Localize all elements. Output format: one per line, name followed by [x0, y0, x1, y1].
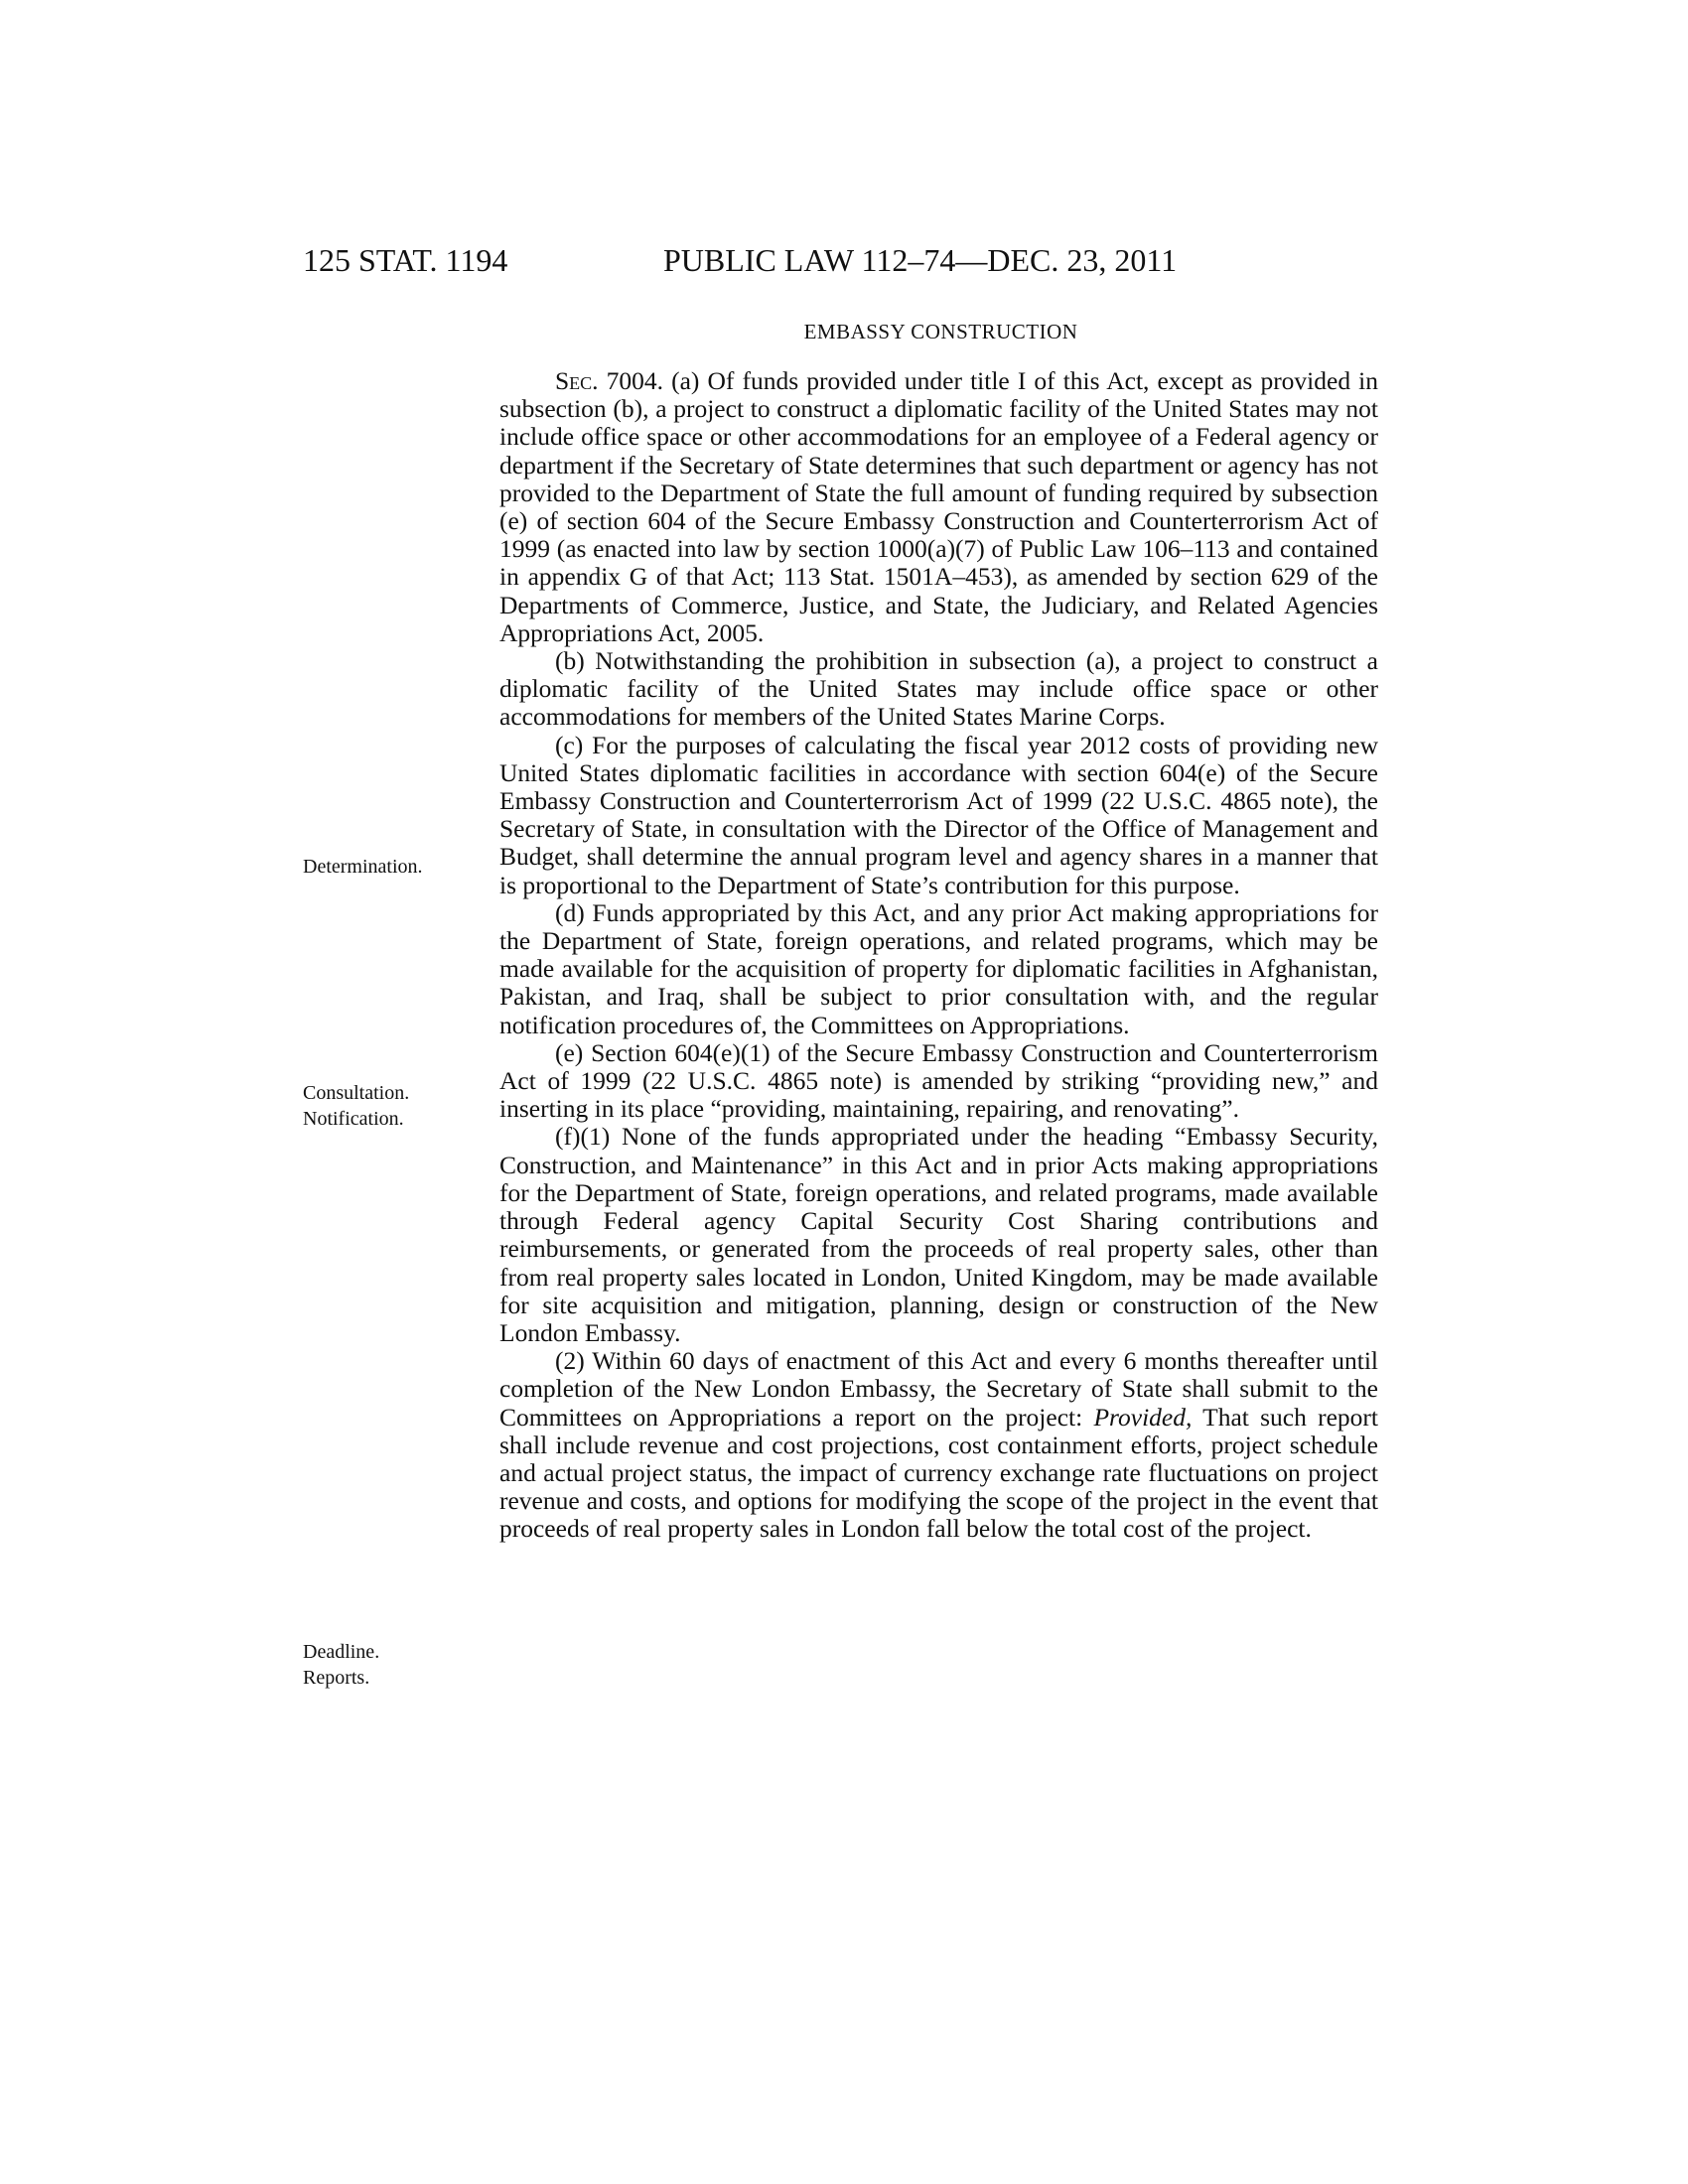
margin-note-consultation-text: Consultation.: [303, 1082, 410, 1104]
subsection-c: (c) For the purposes of calculating the fiscal year 2012 costs of providing new United States diplomatic facilities in accordance with section 604(e) of the Secure Embassy Construction and Counterterrorism Act of 1999 (22 U.S.C. 4865 note), the Secretary of State, in consultation with the Director of the Office of Management and Budget, shall determine the annual program level and agency shares in a manner that is proportional to the Department of State’s contribution for this purpose.: [499, 730, 1378, 899]
section-label: Sec.: [555, 366, 599, 395]
subsection-f1: (f)(1) None of the funds appropriated under the heading “Embassy Security, Construction, and Maintenance” in this Act and in prior Acts making appropriations for the Department of State, foreign operations, and related programs, made available through Federal agency Capital Security Cost Sharing contributions and reimbursements, or generated from the proceeds of real property sales, other than from real property sales located in London, United Kingdom, may be made available for site acquisition and mitigation, planning, design or construction of the New London Embassy.: [499, 1122, 1378, 1347]
law-title: PUBLIC LAW 112–74—DEC. 23, 2011: [663, 242, 1178, 278]
subsection-b: (b) Notwithstanding the prohibition in subsection (a), a project to construct a diplomatic facility of the United States may include office space or other accommodations for members of the United States Marine Corps.: [499, 646, 1378, 732]
margin-note-determination-text: Determination.: [303, 856, 423, 878]
section-heading: EMBASSY CONSTRUCTION: [803, 320, 1078, 343]
margin-note-determination: [303, 854, 423, 880]
margin-note-reports-text: Reports.: [303, 1667, 370, 1689]
subsection-e: (e) Section 604(e)(1) of the Secure Embassy Construction and Counterterrorism Act of 1999 (22 U.S.C. 4865 note) is amended by striking “providing new,” and inserting in its place “providing, maintaining, repairing, and renovating”.: [499, 1037, 1378, 1124]
margin-note-deadline-text: Deadline.: [303, 1641, 380, 1663]
provided-italic: Provided,: [1093, 1402, 1193, 1432]
stat-citation: 125 STAT. 1194: [303, 242, 508, 278]
subsection-f2-text-end: That such report shall include revenue and cost projections, cost containment efforts, project schedule and actual project status, the impact of currency exchange rate fluctuations on project revenue and costs, and options for modifying the scope of the project in the event that proceeds of real property sales in London fall below the total cost of the project.: [499, 1402, 1378, 1544]
margin-note-deadline-reports: [303, 1639, 379, 1691]
subsection-d: (d) Funds appropriated by this Act, and any prior Act making appropriations for the Department of State, foreign operations, and related programs, which may be made available for the acquisition of property for diplomatic facilities in Afghanistan, Pakistan, and Iraq, shall be subject to prior consultation with, and the regular notification procedures of, the Committees on Appropriations.: [499, 897, 1378, 1039]
section-body: [499, 367, 1378, 1544]
subsection-f2: [499, 1347, 1378, 1543]
margin-note-consultation-notification: [303, 1080, 409, 1132]
subsection-a-text: 7004. (a) Of funds provided under title I of this Act, except as provided in subsection (b), a project to construct a diplomatic facility of the United States may not include office space or other accommodations for an employee of a Federal agency or department if the Secretary of State determines that such department or agency has not provided to the Department of State the full amount of funding required by subsection (e) of section 604 of the Secure Embassy Construction and Counterterrorism Act of 1999 (as enacted into law by section 1000(a)(7) of Public Law 106–113 and contained in appendix G of that Act; 113 Stat. 1501A–453), as amended by section 629 of the Departments of Commerce, Justice, and State, the Judiciary, and Related Agencies Appropriations Act, 2005.: [499, 366, 1378, 647]
subsection-a: [499, 367, 1378, 647]
page-header: [0, 242, 1688, 282]
subsection-f2-text-start: (2) Within 60 days of enactment of this Act and every 6 months thereafter until completion of the New London Embassy, the Secretary of State shall submit to the Committees on Appropriations a report on the project:: [499, 1346, 1378, 1432]
margin-note-notification-text: Notification.: [303, 1108, 404, 1130]
